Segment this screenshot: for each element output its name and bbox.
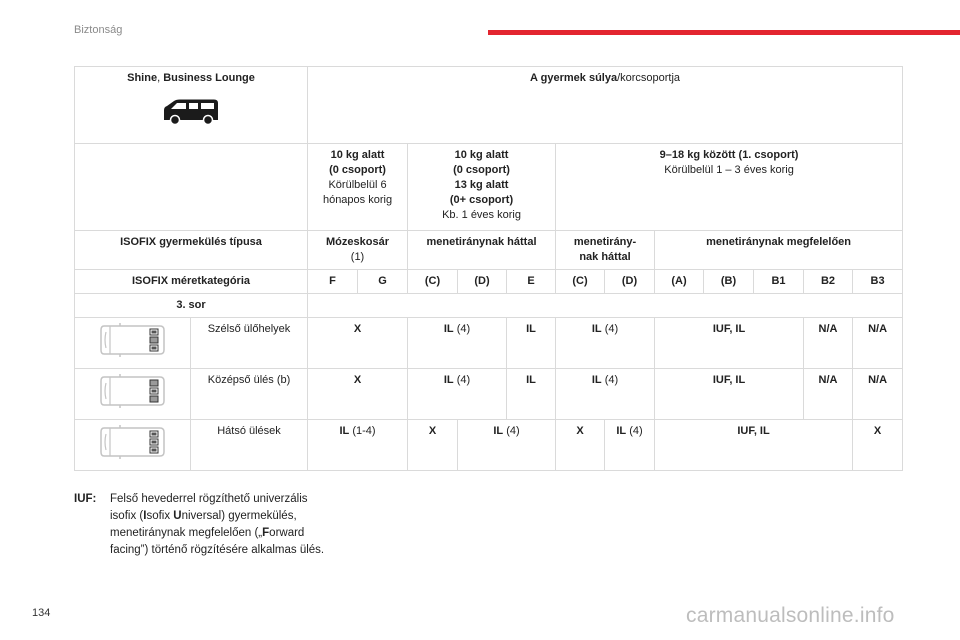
seat-name: Középső ülés (b): [191, 369, 308, 420]
seat-value-code: IL: [493, 425, 504, 437]
size-class-cell: G: [358, 270, 408, 294]
row-section-empty: [308, 294, 903, 318]
size-class-cell: B2: [804, 270, 853, 294]
weight-group-0plus: [408, 144, 556, 231]
seat-value: IUF, IL: [655, 420, 853, 471]
type-carrycot-note: (1): [350, 251, 365, 263]
seat-value-note: (4): [453, 374, 471, 386]
seat-diagram-cell: [75, 318, 191, 369]
seat-value: [556, 369, 655, 420]
seat-value-note: (1-4): [349, 425, 376, 437]
footnote-text-bold: I: [143, 510, 147, 522]
seat-value-code: IL: [616, 425, 627, 437]
section-title: Biztonság: [74, 24, 123, 36]
weights-row: [75, 144, 903, 231]
footnote-line: Felső hevederrel rögzíthető univerzális: [110, 493, 308, 505]
iuf-footnote: [74, 491, 374, 559]
size-class-cell: F: [308, 270, 358, 294]
type-rearward: menetiránynak háttal: [408, 231, 556, 270]
type-carrycot: [308, 231, 408, 270]
type-forward: menetiránynak megfelelően: [655, 231, 903, 270]
seat-value-code: IL: [443, 323, 454, 335]
footnote-text: menetiránynak megfelelően („: [110, 527, 263, 539]
weight-header-cell: [308, 67, 903, 144]
seat-name: Szélső ülőhelyek: [191, 318, 308, 369]
page-number: 134: [32, 607, 51, 619]
seat-value: [408, 369, 507, 420]
footnote-text: isofix (: [110, 510, 144, 522]
footnote-text-bold: F: [262, 527, 270, 539]
seat-value: N/A: [853, 369, 903, 420]
seat-name: Hátsó ülések: [191, 420, 308, 471]
seat-value: X: [556, 420, 605, 471]
weight-line: hónapos korig: [322, 194, 393, 206]
size-class-cell: (A): [655, 270, 704, 294]
van-top-outer-seats-icon: [98, 322, 168, 358]
size-class-cell: (C): [408, 270, 458, 294]
seat-value: X: [308, 369, 408, 420]
seat-value: [458, 420, 556, 471]
seat-value-note: (4): [601, 374, 619, 386]
weight-line: 13 kg alatt: [454, 179, 509, 191]
van-top-rear-seats-icon: [98, 424, 168, 460]
seat-value-note: (4): [626, 425, 643, 437]
weight-line: (0 csoport): [329, 164, 386, 176]
type-carrycot-label: Mózeskosár: [326, 236, 389, 248]
footnote-text-bold: U: [173, 510, 182, 522]
seat-value: [408, 318, 507, 369]
seat-value: IUF, IL: [655, 369, 804, 420]
seat-row: [75, 318, 903, 369]
weight-line: 10 kg alatt: [454, 149, 509, 161]
accent-bar: [488, 30, 960, 35]
weight-line: Körülbelül 6: [328, 179, 387, 191]
weight-group-1: [556, 144, 903, 231]
weight-header-rest: /korcsoportja: [617, 72, 681, 84]
seat-value: IUF, IL: [655, 318, 804, 369]
seat-diagram-cell: [75, 420, 191, 471]
footnote-line: facing”) történő rögzítésére alkalmas ülés.: [110, 544, 325, 556]
watermark: carmanualsonline.info: [686, 604, 895, 627]
size-row-label: ISOFIX méretkategória: [75, 270, 308, 294]
seat-value-note: (4): [453, 323, 471, 335]
size-class-cell: (B): [704, 270, 754, 294]
seat-value: [556, 318, 655, 369]
edition-cell: [75, 67, 308, 144]
row-section-label: 3. sor: [75, 294, 308, 318]
seat-value-code: IL: [591, 323, 602, 335]
weight-line: 9–18 kg között (1. csoport): [659, 149, 799, 161]
weight-header-bold: A gyermek súlya: [530, 72, 618, 84]
isofix-type-row: [75, 231, 903, 270]
seat-value: [605, 420, 655, 471]
type-rearward-line1: menetirány-: [573, 236, 637, 248]
van-side-icon: [162, 98, 220, 126]
size-class-cell: (C): [556, 270, 605, 294]
seat-value: N/A: [853, 318, 903, 369]
weight-line: 10 kg alatt: [330, 149, 385, 161]
weight-line: (0 csoport): [453, 164, 510, 176]
type-row-label: ISOFIX gyermekülés típusa: [75, 231, 308, 270]
seat-value: N/A: [804, 369, 853, 420]
type-rearward-line2: nak háttal: [579, 251, 631, 263]
footnote-term: IUF:: [74, 493, 97, 505]
seat-value: X: [853, 420, 903, 471]
seat-value-code: IL: [591, 374, 602, 386]
seat-value-note: (4): [601, 323, 619, 335]
footnote-text: sofix: [146, 510, 174, 522]
size-class-cell: B1: [754, 270, 804, 294]
edition-business-lounge: Business Lounge: [163, 72, 255, 84]
seat-value: X: [308, 318, 408, 369]
seat-row: [75, 420, 903, 471]
seat-value-note: (4): [503, 425, 520, 437]
footnote-line: [110, 525, 374, 542]
size-class-cell: B3: [853, 270, 903, 294]
footnote-line: [110, 508, 374, 525]
size-class-cell: (D): [605, 270, 655, 294]
weight-group-0: [308, 144, 408, 231]
seat-row: [75, 369, 903, 420]
isofix-table: [74, 66, 903, 471]
weight-line: (0+ csoport): [449, 194, 514, 206]
edition-separator: ,: [157, 72, 164, 84]
seat-value: N/A: [804, 318, 853, 369]
footnote-text: orward: [269, 527, 305, 539]
row-section-row: [75, 294, 903, 318]
footnote-text: niversal) gyermekülés,: [181, 510, 297, 522]
size-class-row: [75, 270, 903, 294]
seat-value: [308, 420, 408, 471]
weights-empty-cell: [75, 144, 308, 231]
weight-line: Kb. 1 éves korig: [442, 209, 521, 221]
seat-diagram-cell: [75, 369, 191, 420]
size-class-cell: (D): [458, 270, 507, 294]
edition-shine: Shine: [127, 72, 158, 84]
seat-value: X: [408, 420, 458, 471]
footnote-definition: [110, 491, 374, 559]
seat-value: IL: [507, 318, 556, 369]
size-class-cell: E: [507, 270, 556, 294]
table-header-row: [75, 67, 903, 144]
seat-value-code: IL: [339, 425, 350, 437]
seat-value-code: IL: [443, 374, 454, 386]
type-rearward-2: [556, 231, 655, 270]
weight-line: Körülbelül 1 – 3 éves korig: [664, 164, 794, 176]
seat-value: IL: [507, 369, 556, 420]
van-top-middle-seat-icon: [98, 373, 168, 409]
